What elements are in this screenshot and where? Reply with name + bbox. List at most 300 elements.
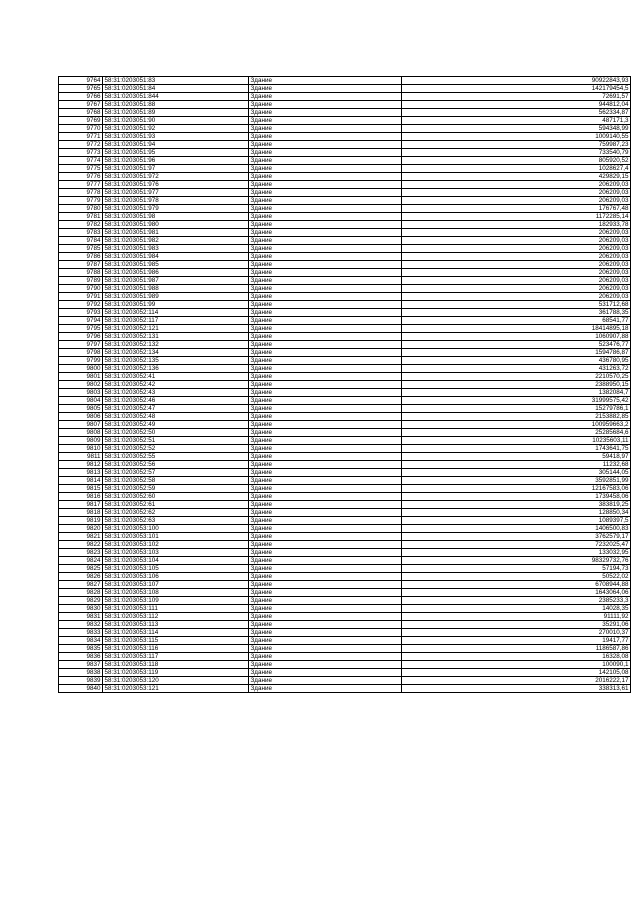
cadastral-value-cell: 523476,77: [402, 341, 631, 349]
cadastral-value-cell: 805920,52: [402, 157, 631, 165]
table-body: [59, 77, 631, 693]
cadastral-number-cell: 58:31:0203053:108: [103, 589, 249, 597]
object-type-cell: Здание: [249, 413, 402, 421]
object-type-cell: Здание: [249, 181, 402, 189]
row-number-cell: 9834: [59, 637, 103, 645]
object-type-cell: Здание: [249, 309, 402, 317]
row-number-cell: 9787: [59, 261, 103, 269]
row-number-cell: 9798: [59, 349, 103, 357]
cadastral-value-cell: 91111,92: [402, 613, 631, 621]
cadastral-number-cell: 58:31:0203053:102: [103, 541, 249, 549]
row-number-cell: 9769: [59, 117, 103, 125]
table-row: [59, 469, 631, 477]
cadastral-number-cell: 58:31:0203052:117: [103, 317, 249, 325]
row-number-cell: 9808: [59, 429, 103, 437]
table-row: [59, 653, 631, 661]
cadastral-number-cell: 58:31:0203051:844: [103, 93, 249, 101]
table-row: [59, 149, 631, 157]
cadastral-value-cell: 6708944,88: [402, 581, 631, 589]
object-type-cell: Здание: [249, 117, 402, 125]
cadastral-number-cell: 58:31:0203051:986: [103, 269, 249, 277]
object-type-cell: Здание: [249, 517, 402, 525]
row-number-cell: 9764: [59, 77, 103, 85]
object-type-cell: Здание: [249, 349, 402, 357]
cadastral-value-cell: 206209,03: [402, 261, 631, 269]
cadastral-number-cell: 58:31:0203053:111: [103, 605, 249, 613]
row-number-cell: 9816: [59, 493, 103, 501]
cadastral-value-cell: 206209,03: [402, 269, 631, 277]
cadastral-value-cell: 1172285,14: [402, 213, 631, 221]
table-row: [59, 597, 631, 605]
row-number-cell: 9776: [59, 173, 103, 181]
object-type-cell: Здание: [249, 125, 402, 133]
cadastral-number-cell: 58:31:0203053:106: [103, 573, 249, 581]
table-row: [59, 461, 631, 469]
object-type-cell: Здание: [249, 285, 402, 293]
object-type-cell: Здание: [249, 357, 402, 365]
table-row: [59, 181, 631, 189]
object-type-cell: Здание: [249, 597, 402, 605]
cadastral-value-cell: 2388950,15: [402, 381, 631, 389]
cadastral-value-cell: 1743641,75: [402, 445, 631, 453]
row-number-cell: 9829: [59, 597, 103, 605]
table-row: [59, 445, 631, 453]
table-row: [59, 253, 631, 261]
table-row: [59, 117, 631, 125]
table-row: [59, 237, 631, 245]
object-type-cell: Здание: [249, 605, 402, 613]
table-row: [59, 533, 631, 541]
cadastral-number-cell: 58:31:0203051:978: [103, 197, 249, 205]
row-number-cell: 9765: [59, 85, 103, 93]
row-number-cell: 9785: [59, 245, 103, 253]
table-row: [59, 453, 631, 461]
cadastral-number-cell: 58:31:0203051:983: [103, 245, 249, 253]
cadastral-value-cell: 98329732,76: [402, 557, 631, 565]
row-number-cell: 9804: [59, 397, 103, 405]
row-number-cell: 9822: [59, 541, 103, 549]
row-number-cell: 9815: [59, 485, 103, 493]
table-row: [59, 629, 631, 637]
cadastral-number-cell: 58:31:0203052:114: [103, 309, 249, 317]
cadastral-value-cell: 1594786,87: [402, 349, 631, 357]
cadastral-value-cell: 436780,95: [402, 357, 631, 365]
cadastral-number-cell: 58:31:0203051:96: [103, 157, 249, 165]
cadastral-number-cell: 58:31:0203052:134: [103, 349, 249, 357]
cadastral-number-cell: 58:31:0203052:56: [103, 461, 249, 469]
row-number-cell: 9791: [59, 293, 103, 301]
cadastral-number-cell: 58:31:0203053:116: [103, 645, 249, 653]
cadastral-value-cell: 2016222,17: [402, 677, 631, 685]
cadastral-number-cell: 58:31:0203053:101: [103, 533, 249, 541]
cadastral-number-cell: 58:31:0203051:985: [103, 261, 249, 269]
object-type-cell: Здание: [249, 685, 402, 693]
cadastral-number-cell: 58:31:0203053:109: [103, 597, 249, 605]
cadastral-number-cell: 58:31:0203051:94: [103, 141, 249, 149]
row-number-cell: 9824: [59, 557, 103, 565]
object-type-cell: Здание: [249, 485, 402, 493]
cadastral-value-cell: 206209,03: [402, 293, 631, 301]
table-row: [59, 685, 631, 693]
cadastral-value-cell: 10235603,11: [402, 437, 631, 445]
cadastral-value-cell: 338313,61: [402, 685, 631, 693]
cadastral-number-cell: 58:31:0203051:92: [103, 125, 249, 133]
object-type-cell: Здание: [249, 109, 402, 117]
cadastral-number-cell: 58:31:0203051:976: [103, 181, 249, 189]
row-number-cell: 9803: [59, 389, 103, 397]
table-row: [59, 349, 631, 357]
cadastral-number-cell: 58:31:0203053:119: [103, 669, 249, 677]
object-type-cell: Здание: [249, 173, 402, 181]
row-number-cell: 9766: [59, 93, 103, 101]
cadastral-value-cell: 142105,08: [402, 669, 631, 677]
cadastral-value-cell: 1089397,5: [402, 517, 631, 525]
row-number-cell: 9794: [59, 317, 103, 325]
object-type-cell: Здание: [249, 421, 402, 429]
table-row: [59, 141, 631, 149]
object-type-cell: Здание: [249, 661, 402, 669]
object-type-cell: Здание: [249, 445, 402, 453]
cadastral-value-cell: 142179454,5: [402, 85, 631, 93]
object-type-cell: Здание: [249, 621, 402, 629]
table-row: [59, 261, 631, 269]
cadastral-number-cell: 58:31:0203053:120: [103, 677, 249, 685]
cadastral-value-cell: 206209,03: [402, 285, 631, 293]
table-row: [59, 373, 631, 381]
table-row: [59, 517, 631, 525]
row-number-cell: 9817: [59, 501, 103, 509]
cadastral-number-cell: 58:31:0203051:83: [103, 77, 249, 85]
table-row: [59, 109, 631, 117]
row-number-cell: 9786: [59, 253, 103, 261]
table-row: [59, 245, 631, 253]
cadastral-number-cell: 58:31:0203051:981: [103, 229, 249, 237]
row-number-cell: 9795: [59, 325, 103, 333]
row-number-cell: 9801: [59, 373, 103, 381]
cadastral-number-cell: 58:31:0203052:131: [103, 333, 249, 341]
table-row: [59, 557, 631, 565]
cadastral-value-cell: 57194,73: [402, 565, 631, 573]
cadastral-value-cell: 206209,03: [402, 237, 631, 245]
cadastral-value-cell: 12167583,06: [402, 485, 631, 493]
cadastral-number-cell: 58:31:0203052:121: [103, 325, 249, 333]
cadastral-number-cell: 58:31:0203053:100: [103, 525, 249, 533]
cadastral-value-cell: 1028627,4: [402, 165, 631, 173]
object-type-cell: Здание: [249, 381, 402, 389]
object-type-cell: Здание: [249, 277, 402, 285]
table-row: [59, 477, 631, 485]
table-row: [59, 365, 631, 373]
cadastral-number-cell: 58:31:0203053:117: [103, 653, 249, 661]
cadastral-number-cell: 58:31:0203052:46: [103, 397, 249, 405]
cadastral-value-cell: 206209,03: [402, 229, 631, 237]
cadastral-value-cell: 1382084,7: [402, 389, 631, 397]
object-type-cell: Здание: [249, 453, 402, 461]
cadastral-value-cell: 206209,03: [402, 197, 631, 205]
row-number-cell: 9828: [59, 589, 103, 597]
cadastral-value-cell: 206209,03: [402, 277, 631, 285]
table-row: [59, 493, 631, 501]
cadastral-number-cell: 58:31:0203051:982: [103, 237, 249, 245]
cadastral-number-cell: 58:31:0203052:62: [103, 509, 249, 517]
table-row: [59, 277, 631, 285]
cadastral-number-cell: 58:31:0203052:60: [103, 493, 249, 501]
object-type-cell: Здание: [249, 301, 402, 309]
cadastral-value-cell: 31999575,42: [402, 397, 631, 405]
cadastral-number-cell: 58:31:0203052:135: [103, 357, 249, 365]
row-number-cell: 9840: [59, 685, 103, 693]
cadastral-number-cell: 58:31:0203051:988: [103, 285, 249, 293]
table-row: [59, 285, 631, 293]
row-number-cell: 9839: [59, 677, 103, 685]
row-number-cell: 9768: [59, 109, 103, 117]
row-number-cell: 9784: [59, 237, 103, 245]
cadastral-number-cell: 58:31:0203053:118: [103, 661, 249, 669]
row-number-cell: 9775: [59, 165, 103, 173]
cadastral-number-cell: 58:31:0203052:63: [103, 517, 249, 525]
cadastral-value-cell: 1009140,55: [402, 133, 631, 141]
table-row: [59, 637, 631, 645]
cadastral-number-cell: 58:31:0203052:136: [103, 365, 249, 373]
cadastral-value-cell: 944812,04: [402, 101, 631, 109]
table-row: [59, 501, 631, 509]
cadastral-number-cell: 58:31:0203052:61: [103, 501, 249, 509]
cadastral-number-cell: 58:31:0203051:84: [103, 85, 249, 93]
row-number-cell: 9783: [59, 229, 103, 237]
table-row: [59, 621, 631, 629]
object-type-cell: Здание: [249, 93, 402, 101]
row-number-cell: 9772: [59, 141, 103, 149]
cadastral-number-cell: 58:31:0203051:95: [103, 149, 249, 157]
table-row: [59, 173, 631, 181]
row-number-cell: 9779: [59, 197, 103, 205]
object-type-cell: Здание: [249, 533, 402, 541]
object-type-cell: Здание: [249, 373, 402, 381]
cadastral-value-cell: 15279786,1: [402, 405, 631, 413]
row-number-cell: 9810: [59, 445, 103, 453]
object-type-cell: Здание: [249, 637, 402, 645]
table-row: [59, 85, 631, 93]
row-number-cell: 9771: [59, 133, 103, 141]
table-row: [59, 581, 631, 589]
cadastral-value-cell: 50522,02: [402, 573, 631, 581]
table-row: [59, 77, 631, 85]
object-type-cell: Здание: [249, 389, 402, 397]
cadastral-value-cell: 1060907,88: [402, 333, 631, 341]
object-type-cell: Здание: [249, 509, 402, 517]
object-type-cell: Здание: [249, 293, 402, 301]
cadastral-number-cell: 58:31:0203052:57: [103, 469, 249, 477]
cadastral-value-cell: 206209,03: [402, 181, 631, 189]
table-row: [59, 437, 631, 445]
table-row: [59, 589, 631, 597]
cadastral-number-cell: 58:31:0203052:41: [103, 373, 249, 381]
object-type-cell: Здание: [249, 589, 402, 597]
row-number-cell: 9812: [59, 461, 103, 469]
object-type-cell: Здание: [249, 493, 402, 501]
cadastral-value-cell: 562334,87: [402, 109, 631, 117]
table-row: [59, 309, 631, 317]
cadastral-value-cell: 1739458,06: [402, 493, 631, 501]
table-row: [59, 573, 631, 581]
cadastral-number-cell: 58:31:0203052:59: [103, 485, 249, 493]
row-number-cell: 9774: [59, 157, 103, 165]
cadastral-value-cell: 25285684,6: [402, 429, 631, 437]
table-row: [59, 429, 631, 437]
table-row: [59, 509, 631, 517]
cadastral-number-cell: 58:31:0203051:987: [103, 277, 249, 285]
cadastral-number-cell: 58:31:0203052:50: [103, 429, 249, 437]
object-type-cell: Здание: [249, 469, 402, 477]
object-type-cell: Здание: [249, 261, 402, 269]
cadastral-value-cell: 2210570,25: [402, 373, 631, 381]
cadastral-number-cell: 58:31:0203051:980: [103, 221, 249, 229]
cadastral-value-cell: 1643064,06: [402, 589, 631, 597]
table-row: [59, 317, 631, 325]
cadastral-value-cell: 429829,15: [402, 173, 631, 181]
object-type-cell: Здание: [249, 645, 402, 653]
row-number-cell: 9792: [59, 301, 103, 309]
object-type-cell: Здание: [249, 149, 402, 157]
table-row: [59, 397, 631, 405]
cadastral-value-cell: 531712,68: [402, 301, 631, 309]
cadastral-number-cell: 58:31:0203052:47: [103, 405, 249, 413]
row-number-cell: 9838: [59, 669, 103, 677]
row-number-cell: 9820: [59, 525, 103, 533]
row-number-cell: 9836: [59, 653, 103, 661]
table-row: [59, 125, 631, 133]
row-number-cell: 9814: [59, 477, 103, 485]
cadastral-number-cell: 58:31:0203052:42: [103, 381, 249, 389]
row-number-cell: 9831: [59, 613, 103, 621]
table-row: [59, 381, 631, 389]
table-row: [59, 413, 631, 421]
object-type-cell: Здание: [249, 365, 402, 373]
object-type-cell: Здание: [249, 269, 402, 277]
cadastral-number-cell: 58:31:0203053:104: [103, 557, 249, 565]
cadastral-number-cell: 58:31:0203051:977: [103, 189, 249, 197]
cadastral-number-cell: 58:31:0203051:979: [103, 205, 249, 213]
object-type-cell: Здание: [249, 237, 402, 245]
object-type-cell: Здание: [249, 541, 402, 549]
object-type-cell: Здание: [249, 157, 402, 165]
cadastral-value-cell: 11232,68: [402, 461, 631, 469]
table-row: [59, 325, 631, 333]
object-type-cell: Здание: [249, 205, 402, 213]
object-type-cell: Здание: [249, 221, 402, 229]
cadastral-value-cell: 270010,37: [402, 629, 631, 637]
row-number-cell: 9818: [59, 509, 103, 517]
table-row: [59, 357, 631, 365]
row-number-cell: 9826: [59, 573, 103, 581]
row-number-cell: 9780: [59, 205, 103, 213]
table-row: [59, 189, 631, 197]
row-number-cell: 9833: [59, 629, 103, 637]
cadastral-value-cell: 18414895,18: [402, 325, 631, 333]
row-number-cell: 9800: [59, 365, 103, 373]
cadastral-number-cell: 58:31:0203051:90: [103, 117, 249, 125]
table-row: [59, 669, 631, 677]
object-type-cell: Здание: [249, 653, 402, 661]
object-type-cell: Здание: [249, 197, 402, 205]
row-number-cell: 9782: [59, 221, 103, 229]
cadastral-value-cell: 2385233,3: [402, 597, 631, 605]
cadastral-number-cell: 58:31:0203051:989: [103, 293, 249, 301]
row-number-cell: 9796: [59, 333, 103, 341]
object-type-cell: Здание: [249, 629, 402, 637]
cadastral-number-cell: 58:31:0203052:51: [103, 437, 249, 445]
cadastral-value-cell: 90922843,93: [402, 77, 631, 85]
row-number-cell: 9830: [59, 605, 103, 613]
object-type-cell: Здание: [249, 549, 402, 557]
row-number-cell: 9835: [59, 645, 103, 653]
object-type-cell: Здание: [249, 565, 402, 573]
row-number-cell: 9807: [59, 421, 103, 429]
cadastral-number-cell: 58:31:0203052:52: [103, 445, 249, 453]
table-row: [59, 605, 631, 613]
cadastral-value-cell: 1406500,83: [402, 525, 631, 533]
row-number-cell: 9793: [59, 309, 103, 317]
cadastral-number-cell: 58:31:0203051:93: [103, 133, 249, 141]
table-row: [59, 333, 631, 341]
object-type-cell: Здание: [249, 405, 402, 413]
object-type-cell: Здание: [249, 525, 402, 533]
cadastral-number-cell: 58:31:0203053:112: [103, 613, 249, 621]
cadastral-number-cell: 58:31:0203051:98: [103, 213, 249, 221]
table-row: [59, 165, 631, 173]
cadastral-number-cell: 58:31:0203051:97: [103, 165, 249, 173]
table-row: [59, 341, 631, 349]
object-type-cell: Здание: [249, 253, 402, 261]
table-row: [59, 661, 631, 669]
row-number-cell: 9823: [59, 549, 103, 557]
table-row: [59, 205, 631, 213]
row-number-cell: 9819: [59, 517, 103, 525]
row-number-cell: 9773: [59, 149, 103, 157]
row-number-cell: 9813: [59, 469, 103, 477]
table-row: [59, 293, 631, 301]
cadastral-value-cell: 14028,35: [402, 605, 631, 613]
row-number-cell: 9789: [59, 277, 103, 285]
cadastral-number-cell: 58:31:0203053:113: [103, 621, 249, 629]
cadastral-value-cell: 733540,79: [402, 149, 631, 157]
row-number-cell: 9781: [59, 213, 103, 221]
table-row: [59, 405, 631, 413]
cadastral-number-cell: 58:31:0203053:105: [103, 565, 249, 573]
cadastral-number-cell: 58:31:0203053:121: [103, 685, 249, 693]
object-type-cell: Здание: [249, 613, 402, 621]
cadastral-number-cell: 58:31:0203053:114: [103, 629, 249, 637]
cadastral-value-cell: 2153882,85: [402, 413, 631, 421]
row-number-cell: 9805: [59, 405, 103, 413]
cadastral-number-cell: 58:31:0203053:103: [103, 549, 249, 557]
row-number-cell: 9802: [59, 381, 103, 389]
cadastral-value-cell: 128850,34: [402, 509, 631, 517]
row-number-cell: 9827: [59, 581, 103, 589]
table-row: [59, 549, 631, 557]
object-type-cell: Здание: [249, 429, 402, 437]
table-row: [59, 213, 631, 221]
table-row: [59, 565, 631, 573]
table-row: [59, 301, 631, 309]
row-number-cell: 9799: [59, 357, 103, 365]
object-type-cell: Здание: [249, 581, 402, 589]
cadastral-value-cell: 206209,03: [402, 245, 631, 253]
object-type-cell: Здание: [249, 557, 402, 565]
row-number-cell: 9811: [59, 453, 103, 461]
cadastral-number-cell: 58:31:0203052:58: [103, 477, 249, 485]
cadastral-value-cell: 206209,03: [402, 189, 631, 197]
